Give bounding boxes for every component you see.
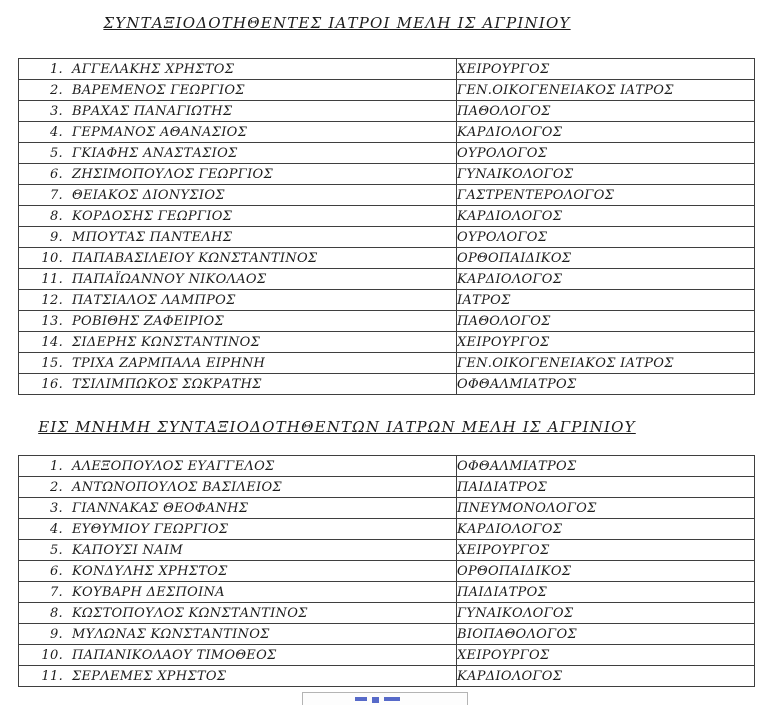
doctor-specialty: ΧΕΙΡΟΥΡΓΟΣ — [457, 334, 550, 350]
doctor-specialty-cell — [457, 477, 755, 498]
table-row — [19, 540, 755, 561]
doctor-name: ΑΝΤΩΝΟΠΟΥΛΟΣ ΒΑΣΙΛΕΙΟΣ — [72, 479, 282, 495]
row-number: 10. — [41, 647, 63, 663]
doctor-specialty-cell — [457, 80, 755, 101]
doctor-specialty: ΒΙΟΠΑΘΟΛΟΓΟΣ — [457, 626, 577, 642]
doctor-name-cell — [19, 101, 457, 122]
table-row — [19, 519, 755, 540]
doctor-name-cell — [19, 645, 457, 666]
doctor-specialty-cell — [457, 519, 755, 540]
doctor-name-cell — [19, 206, 457, 227]
doctor-name-cell — [19, 666, 457, 687]
doctor-specialty-cell — [457, 582, 755, 603]
doctor-specialty: ΟΦΘΑΛΜΙΑΤΡΟΣ — [457, 376, 577, 392]
doctor-specialty: ΓΥΝΑΙΚΟΛΟΓΟΣ — [457, 166, 574, 182]
doctor-specialty-cell — [457, 645, 755, 666]
row-number: 10. — [41, 250, 63, 266]
doctor-name-cell — [19, 498, 457, 519]
row-number: 6. — [49, 563, 63, 579]
in-memoriam-doctors-table — [18, 455, 755, 687]
table-row — [19, 80, 755, 101]
doctor-name: ΚΩΣΤΟΠΟΥΛΟΣ ΚΩΝΣΤΑΝΤΙΝΟΣ — [72, 605, 308, 621]
doctor-specialty: ΠΝΕΥΜΟΝΟΛΟΓΟΣ — [457, 500, 597, 516]
doctor-specialty-cell — [457, 185, 755, 206]
doctor-specialty: ΠΑΘΟΛΟΓΟΣ — [457, 313, 551, 329]
doctor-specialty: ΧΕΙΡΟΥΡΓΟΣ — [457, 542, 550, 558]
table-row — [19, 122, 755, 143]
row-number: 4. — [49, 124, 63, 140]
doctor-specialty: ΓΑΣΤΡΕΝΤΕΡΟΛΟΓΟΣ — [457, 187, 615, 203]
row-number: 8. — [49, 208, 63, 224]
row-number: 6. — [49, 166, 63, 182]
doctor-name-cell — [19, 603, 457, 624]
row-number: 9. — [49, 229, 63, 245]
cropped-blue-glyph — [372, 697, 379, 703]
row-number: 4. — [49, 521, 63, 537]
doctor-name-cell — [19, 540, 457, 561]
doctor-specialty: ΧΕΙΡΟΥΡΓΟΣ — [457, 647, 550, 663]
section2-title: ΕΙΣ ΜΝΗΜΗ ΣΥΝΤΑΞΙΟΔΟΤΗΘΕΝΤΩΝ ΙΑΤΡΩΝ ΜΕΛΗ ΙΣ ΑΓΡΙΝΙΟΥ — [38, 418, 636, 436]
doctor-name: ΚΟΥΒΑΡΗ ΔΕΣΠΟΙΝΑ — [72, 584, 225, 600]
doctor-specialty: ΙΑΤΡΟΣ — [457, 292, 511, 308]
doctor-name-cell — [19, 59, 457, 80]
row-number: 5. — [49, 542, 63, 558]
table-row — [19, 603, 755, 624]
doctor-specialty-cell — [457, 248, 755, 269]
row-number: 7. — [49, 584, 63, 600]
doctor-name-cell — [19, 456, 457, 477]
doctor-specialty-cell — [457, 353, 755, 374]
table-row — [19, 624, 755, 645]
doctor-specialty-cell — [457, 540, 755, 561]
doctor-name: ΜΠΟΥΤΑΣ ΠΑΝΤΕΛΗΣ — [72, 229, 233, 245]
doctor-name: ΜΥΛΩΝΑΣ ΚΩΝΣΤΑΝΤΙΝΟΣ — [72, 626, 270, 642]
doctor-specialty: ΚΑΡΔΙΟΛΟΓΟΣ — [457, 124, 563, 140]
table-row — [19, 353, 755, 374]
doctor-name-cell — [19, 353, 457, 374]
doctor-specialty-cell — [457, 456, 755, 477]
doctor-name-cell — [19, 80, 457, 101]
row-number: 7. — [49, 187, 63, 203]
row-number: 15. — [41, 355, 63, 371]
row-number: 2. — [49, 82, 63, 98]
row-number: 16. — [41, 376, 63, 392]
doctor-name-cell — [19, 332, 457, 353]
doctor-name: ΕΥΘΥΜΙΟΥ ΓΕΩΡΓΙΟΣ — [72, 521, 229, 537]
doctor-name: ΠΑΤΣΙΑΛΟΣ ΛΑΜΠΡΟΣ — [72, 292, 236, 308]
doctor-name: ΓΕΡΜΑΝΟΣ ΑΘΑΝΑΣΙΟΣ — [72, 124, 248, 140]
section2-title-wrap — [0, 395, 674, 436]
doctor-name-cell — [19, 185, 457, 206]
row-number: 2. — [49, 479, 63, 495]
doctor-specialty-cell — [457, 143, 755, 164]
row-number: 3. — [49, 500, 63, 516]
doctor-specialty-cell — [457, 374, 755, 395]
doctor-name: ΚΟΝΔΥΛΗΣ ΧΡΗΣΤΟΣ — [72, 563, 228, 579]
doctor-name: ΒΑΡΕΜΕΝΟΣ ΓΕΩΡΓΙΟΣ — [72, 82, 245, 98]
doctor-name-cell — [19, 624, 457, 645]
table-row — [19, 101, 755, 122]
table-row — [19, 206, 755, 227]
doctor-name-cell — [19, 248, 457, 269]
row-number: 14. — [41, 334, 63, 350]
doctor-name-cell — [19, 269, 457, 290]
doctor-name: ΤΣΙΛΙΜΠΩΚΟΣ ΣΩΚΡΑΤΗΣ — [72, 376, 262, 392]
doctor-name-cell — [19, 477, 457, 498]
table-row — [19, 143, 755, 164]
cropped-blue-glyph — [355, 697, 367, 701]
doctor-name: ΚΟΡΔΟΣΗΣ ΓΕΩΡΓΙΟΣ — [72, 208, 233, 224]
section1-title: ΣΥΝΤΑΞΙΟΔΟΤΗΘΕΝΤΕΣ ΙΑΤΡΟΙ ΜΕΛΗ ΙΣ ΑΓΡΙΝΙΟΥ — [103, 14, 571, 32]
doctor-specialty-cell — [457, 269, 755, 290]
doctor-specialty: ΚΑΡΔΙΟΛΟΓΟΣ — [457, 521, 563, 537]
doctor-specialty-cell — [457, 164, 755, 185]
doctor-specialty: ΚΑΡΔΙΟΛΟΓΟΣ — [457, 271, 563, 287]
doctor-specialty-cell — [457, 290, 755, 311]
table-row — [19, 477, 755, 498]
cropped-footer-button[interactable] — [302, 692, 468, 705]
doctor-name: ΠΑΠΑΪΩΑΝΝΟΥ ΝΙΚΟΛΑΟΣ — [72, 271, 267, 287]
doctor-name-cell — [19, 519, 457, 540]
doctor-name: ΚΑΠΟΥΣΙ ΝΑΙΜ — [72, 542, 183, 558]
doctor-name: ΣΕΡΛΕΜΕΣ ΧΡΗΣΤΟΣ — [72, 668, 227, 684]
doctor-specialty-cell — [457, 624, 755, 645]
table-row — [19, 185, 755, 206]
table-row — [19, 227, 755, 248]
row-number: 11. — [41, 668, 63, 684]
doctor-name-cell — [19, 164, 457, 185]
doctor-name: ΖΗΣΙΜΟΠΟΥΛΟΣ ΓΕΩΡΓΙΟΣ — [72, 166, 273, 182]
cropped-blue-glyph — [384, 697, 400, 701]
retired-doctors-table — [18, 58, 755, 395]
table-row — [19, 290, 755, 311]
doctor-name: ΠΑΠΑΝΙΚΟΛΑΟΥ ΤΙΜΟΘΕΟΣ — [72, 647, 277, 663]
doctor-name: ΒΡΑΧΑΣ ΠΑΝΑΓΙΩΤΗΣ — [72, 103, 233, 119]
table-row — [19, 269, 755, 290]
doctor-name-cell — [19, 143, 457, 164]
table-row — [19, 332, 755, 353]
table-row — [19, 164, 755, 185]
doctor-specialty-cell — [457, 332, 755, 353]
doctor-name: ΘΕΙΑΚΟΣ ΔΙΟΝΥΣΙΟΣ — [72, 187, 225, 203]
doctor-specialty-cell — [457, 59, 755, 80]
row-number: 1. — [49, 61, 63, 77]
doctor-specialty-cell — [457, 603, 755, 624]
doctor-specialty-cell — [457, 101, 755, 122]
doctor-specialty-cell — [457, 227, 755, 248]
doctor-name-cell — [19, 582, 457, 603]
doctor-specialty: ΧΕΙΡΟΥΡΓΟΣ — [457, 61, 550, 77]
row-number: 8. — [49, 605, 63, 621]
doctor-specialty-cell — [457, 206, 755, 227]
doctor-specialty-cell — [457, 311, 755, 332]
doctor-name: ΑΓΓΕΛΑΚΗΣ ΧΡΗΣΤΟΣ — [72, 61, 235, 77]
doctor-name: ΡΟΒΙΘΗΣ ΖΑΦΕΙΡΙΟΣ — [72, 313, 224, 329]
table-row — [19, 582, 755, 603]
doctor-name-cell — [19, 311, 457, 332]
section1-title-wrap — [0, 0, 674, 32]
doctor-specialty: ΚΑΡΔΙΟΛΟΓΟΣ — [457, 208, 563, 224]
table-row — [19, 456, 755, 477]
doctor-specialty: ΟΦΘΑΛΜΙΑΤΡΟΣ — [457, 458, 577, 474]
table-row — [19, 248, 755, 269]
table-row — [19, 59, 755, 80]
doctor-name: ΓΙΑΝΝΑΚΑΣ ΘΕΟΦΑΝΗΣ — [72, 500, 249, 516]
doctor-specialty: ΠΑΙΔΙΑΤΡΟΣ — [457, 479, 548, 495]
row-number: 12. — [41, 292, 63, 308]
doctor-specialty: ΠΑΘΟΛΟΓΟΣ — [457, 103, 551, 119]
table-row — [19, 311, 755, 332]
doctor-specialty-cell — [457, 122, 755, 143]
doctor-specialty: ΟΥΡΟΛΟΓΟΣ — [457, 145, 548, 161]
row-number: 5. — [49, 145, 63, 161]
doctor-name: ΑΛΕΞΟΠΟΥΛΟΣ ΕΥΑΓΓΕΛΟΣ — [72, 458, 275, 474]
doctor-specialty: ΟΡΘΟΠΑΙΔΙΚΟΣ — [457, 563, 572, 579]
table-row — [19, 374, 755, 395]
doctor-specialty-cell — [457, 561, 755, 582]
doctor-specialty: ΓΕΝ.ΟΙΚΟΓΕΝΕΙΑΚΟΣ ΙΑΤΡΟΣ — [457, 355, 674, 371]
doctor-specialty: ΓΥΝΑΙΚΟΛΟΓΟΣ — [457, 605, 574, 621]
doctor-name-cell — [19, 290, 457, 311]
doctor-specialty-cell — [457, 666, 755, 687]
doctor-specialty: ΟΡΘΟΠΑΙΔΙΚΟΣ — [457, 250, 572, 266]
doctor-name-cell — [19, 122, 457, 143]
doctor-specialty: ΚΑΡΔΙΟΛΟΓΟΣ — [457, 668, 563, 684]
doctor-name-cell — [19, 227, 457, 248]
doctor-name: ΠΑΠΑΒΑΣΙΛΕΙΟΥ ΚΩΝΣΤΑΝΤΙΝΟΣ — [72, 250, 318, 266]
row-number: 11. — [41, 271, 63, 287]
row-number: 9. — [49, 626, 63, 642]
doctor-name-cell — [19, 374, 457, 395]
doctor-specialty: ΓΕΝ.ΟΙΚΟΓΕΝΕΙΑΚΟΣ ΙΑΤΡΟΣ — [457, 82, 674, 98]
table-row — [19, 498, 755, 519]
doctor-specialty: ΠΑΙΔΙΑΤΡΟΣ — [457, 584, 548, 600]
doctor-name: ΣΙΔΕΡΗΣ ΚΩΝΣΤΑΝΤΙΝΟΣ — [72, 334, 261, 350]
doctor-name: ΓΚΙΑΦΗΣ ΑΝΑΣΤΑΣΙΟΣ — [72, 145, 238, 161]
table-row — [19, 645, 755, 666]
doctor-specialty: ΟΥΡΟΛΟΓΟΣ — [457, 229, 548, 245]
doctor-name: ΤΡΙΧΑ ΖΑΡΜΠΑΛΑ ΕΙΡΗΝΗ — [72, 355, 266, 371]
doctor-specialty-cell — [457, 498, 755, 519]
row-number: 13. — [41, 313, 63, 329]
doctor-name-cell — [19, 561, 457, 582]
row-number: 1. — [49, 458, 63, 474]
table-row — [19, 561, 755, 582]
table-row — [19, 666, 755, 687]
row-number: 3. — [49, 103, 63, 119]
